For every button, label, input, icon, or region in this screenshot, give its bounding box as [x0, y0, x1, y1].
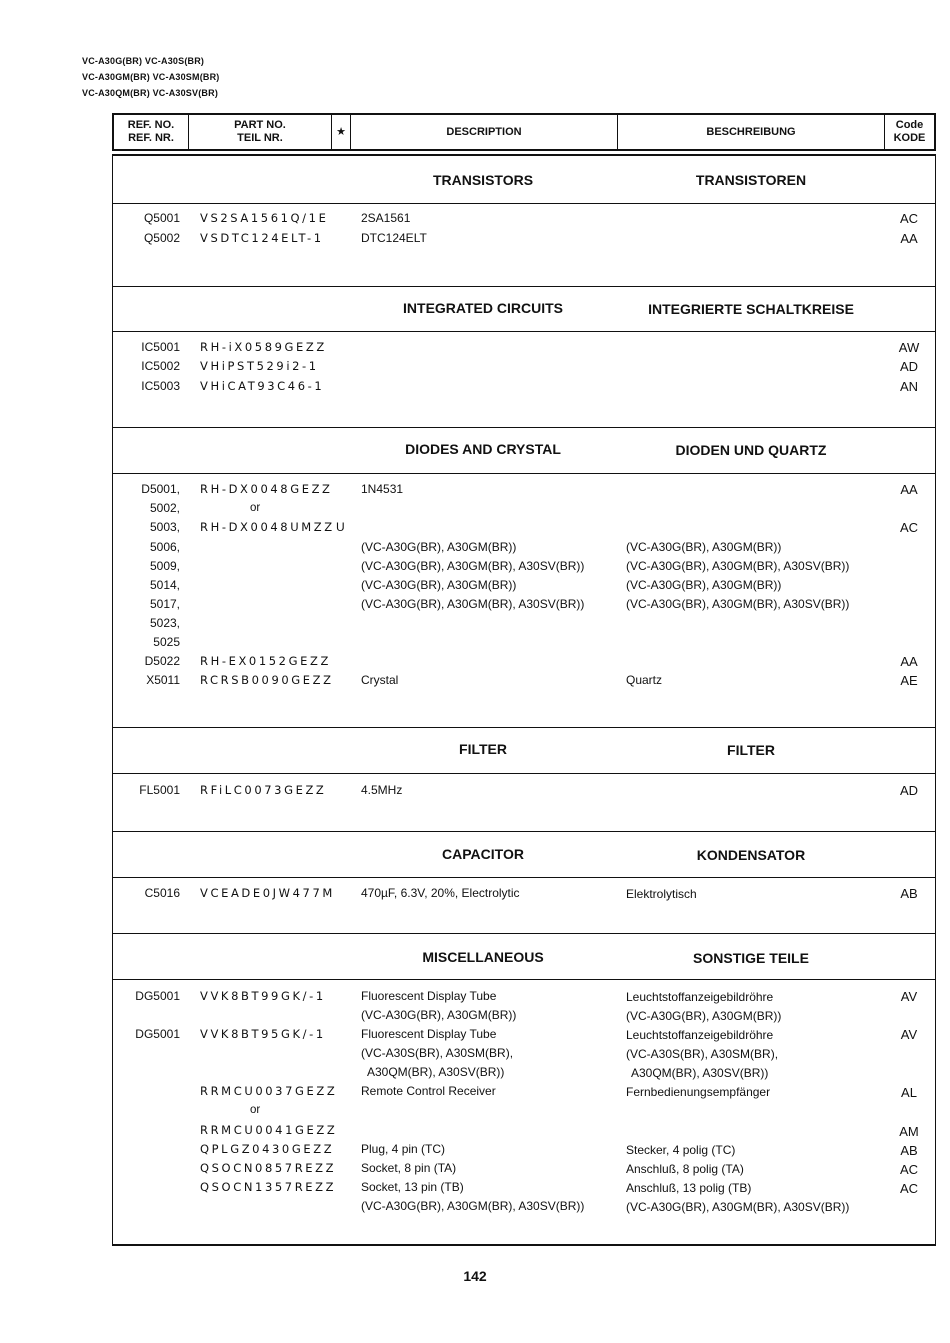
- ref-no: X5011: [146, 673, 180, 687]
- ref-no: DG5001: [135, 989, 180, 1003]
- beschreibung: Anschluß, 13 polig (TB): [626, 1181, 752, 1195]
- price-code: AD: [899, 783, 919, 798]
- part-no: RH-DX0048UMZZ: [200, 520, 335, 534]
- ref-no: 5017,: [149, 597, 180, 611]
- page-number: 142: [463, 1268, 487, 1284]
- divider: [112, 773, 936, 774]
- header-description: DESCRIPTION: [446, 125, 522, 138]
- ref-no: Q5001: [143, 211, 180, 225]
- divider: [112, 831, 936, 832]
- section-title-filter-de: FILTER: [727, 742, 775, 758]
- section-title-transistors: TRANSISTORS: [432, 172, 534, 188]
- description: DTC124ELT: [361, 231, 427, 245]
- section-title-diodes: DIODES AND CRYSTAL: [405, 441, 561, 457]
- beschreibung: (VC-A30G(BR), A30GM(BR), A30SV(BR)): [626, 559, 850, 573]
- section-title-kondensator: KONDENSATOR: [696, 847, 806, 863]
- price-code: AM: [899, 1124, 919, 1139]
- model-line: VC-A30QM(BR) VC-A30SV(BR): [82, 88, 219, 98]
- price-code: AA: [900, 654, 918, 669]
- model-line: VC-A30G(BR) VC-A30S(BR): [82, 56, 205, 66]
- part-no: VHiCAT93C46-1: [200, 379, 325, 393]
- price-code: AC: [899, 520, 919, 535]
- description: 4.5MHz: [361, 783, 403, 797]
- price-code: AN: [899, 379, 919, 394]
- part-no: RRMCU0037GEZZ: [200, 1084, 338, 1098]
- part-no: VHiPST529i2-1: [200, 359, 319, 373]
- ref-no: FL5001: [139, 783, 180, 797]
- part-no: RH-EX0152GEZZ: [200, 654, 331, 668]
- ref-no: D5022: [144, 654, 180, 668]
- description: Remote Control Receiver: [361, 1084, 496, 1098]
- part-no: QSOCN1357REZZ: [200, 1180, 337, 1194]
- header-code: Code KODE: [893, 119, 926, 144]
- beschreibung: (VC-A30G(BR), A30GM(BR)): [626, 578, 782, 592]
- description: (VC-A30G(BR), A30GM(BR), A30SV(BR)): [361, 597, 585, 611]
- ref-no: 5009,: [149, 559, 180, 573]
- beschreibung: Elektrolytisch: [626, 887, 697, 901]
- section-title-transistoren: TRANSISTOREN: [695, 172, 807, 188]
- section-title-integrated-circuits: INTEGRATED CIRCUITS: [403, 300, 563, 316]
- ref-no: C5016: [144, 886, 180, 900]
- header-star: ★: [336, 125, 346, 138]
- part-no: VCEADE0JW477M: [200, 886, 335, 900]
- section-title-miscellaneous: MISCELLANEOUS: [422, 949, 544, 965]
- price-code: AC: [899, 211, 919, 226]
- divider: [112, 877, 936, 878]
- price-code: AV: [900, 1027, 918, 1042]
- section-title-capacitor: CAPACITOR: [442, 846, 524, 862]
- price-code: AB: [900, 886, 918, 901]
- description: 2SA1561: [361, 211, 411, 225]
- star-mark: U: [336, 520, 345, 534]
- beschreibung: (VC-A30G(BR), A30GM(BR), A30SV(BR)): [626, 597, 850, 611]
- ref-no: 5023,: [149, 616, 180, 630]
- ref-no: IC5002: [141, 359, 180, 373]
- price-code: AW: [898, 340, 920, 355]
- divider: [112, 727, 936, 728]
- description: (VC-A30G(BR), A30GM(BR)): [361, 1008, 517, 1022]
- description: (VC-A30G(BR), A30GM(BR)): [361, 540, 517, 554]
- beschreibung: Quartz: [626, 673, 663, 687]
- part-no: VVK8BT99GK/-1: [200, 989, 326, 1003]
- header-ref: REF. NO. REF. NR.: [127, 119, 175, 144]
- description: Fluorescent Display Tube: [361, 989, 497, 1003]
- beschreibung: Leuchtstoffanzeigebildröhre: [626, 1028, 774, 1042]
- price-code: AV: [900, 989, 918, 1004]
- divider: [112, 427, 936, 428]
- beschreibung: (VC-A30G(BR), A30GM(BR), A30SV(BR)): [626, 1200, 850, 1214]
- ref-no: Q5002: [143, 231, 180, 245]
- price-code: AA: [900, 482, 918, 497]
- ref-no: IC5003: [141, 379, 180, 393]
- divider: [112, 933, 936, 934]
- ref-no: DG5001: [135, 1027, 180, 1041]
- beschreibung: Leuchtstoffanzeigebildröhre: [626, 990, 774, 1004]
- section-title-dioden: DIODEN UND QUARTZ: [675, 442, 827, 458]
- part-no-alternative: or: [250, 1104, 261, 1116]
- part-no: QSOCN0857REZZ: [200, 1161, 337, 1175]
- part-no: RH-DX0048GEZZ: [200, 482, 333, 496]
- beschreibung: (VC-A30G(BR), A30GM(BR)): [626, 1009, 782, 1023]
- part-no: RRMCU0041GEZZ: [200, 1123, 338, 1137]
- beschreibung: (VC-A30G(BR), A30GM(BR)): [626, 540, 782, 554]
- description: (VC-A30G(BR), A30GM(BR), A30SV(BR)): [361, 559, 585, 573]
- description: Socket, 8 pin (TA): [361, 1161, 457, 1175]
- beschreibung: (VC-A30S(BR), A30SM(BR),: [626, 1047, 779, 1061]
- divider: [112, 473, 936, 474]
- table-header: [112, 113, 936, 151]
- description: Socket, 13 pin (TB): [361, 1180, 464, 1194]
- description: 1N4531: [361, 482, 404, 496]
- description: Crystal: [361, 673, 399, 687]
- part-no: VVK8BT95GK/-1: [200, 1027, 326, 1041]
- part-no: VS2SA1561Q/1E: [200, 211, 329, 225]
- part-no: RCRSB0090GEZZ: [200, 673, 334, 687]
- divider: [112, 979, 936, 980]
- description: (VC-A30S(BR), A30SM(BR),: [361, 1046, 514, 1060]
- ref-no: 5014,: [149, 578, 180, 592]
- description: 470µF, 6.3V, 20%, Electrolytic: [361, 886, 520, 900]
- ref-no: D5001,: [141, 482, 180, 496]
- ref-no: 5003,: [149, 520, 180, 534]
- ref-no: 5002,: [149, 501, 180, 515]
- part-no: QPLGZ0430GEZZ: [200, 1142, 335, 1156]
- beschreibung: A30QM(BR), A30SV(BR)): [631, 1066, 769, 1080]
- divider: [112, 154, 936, 156]
- description: A30QM(BR), A30SV(BR)): [367, 1065, 505, 1079]
- ref-no: 5025: [153, 635, 180, 649]
- price-code: AL: [901, 1085, 917, 1100]
- header-part: PART NO. TEIL NR.: [234, 119, 286, 144]
- price-code: AC: [899, 1162, 919, 1177]
- price-code: AB: [900, 1143, 918, 1158]
- description: (VC-A30G(BR), A30GM(BR), A30SV(BR)): [361, 1199, 585, 1213]
- section-title-sonstige-teile: SONSTIGE TEILE: [693, 950, 809, 966]
- section-title-integrierte-schaltkreise: INTEGRIERTE SCHALTKREISE: [648, 301, 854, 317]
- price-code: AA: [900, 231, 918, 246]
- beschreibung: Fernbedienungsempfänger: [626, 1085, 771, 1099]
- ref-no: 5006,: [149, 540, 180, 554]
- parts-table: [112, 154, 936, 1246]
- divider: [112, 286, 936, 287]
- ref-no: IC5001: [141, 340, 180, 354]
- header-beschreibung: BESCHREIBUNG: [706, 125, 796, 138]
- section-title-filter: FILTER: [459, 741, 507, 757]
- model-line: VC-A30GM(BR) VC-A30SM(BR): [82, 72, 220, 82]
- divider: [112, 203, 936, 204]
- description: Plug, 4 pin (TC): [361, 1142, 446, 1156]
- model-list: [82, 53, 220, 101]
- price-code: AD: [899, 359, 919, 374]
- description: Fluorescent Display Tube: [361, 1027, 497, 1041]
- price-code: AC: [899, 1181, 919, 1196]
- description: (VC-A30G(BR), A30GM(BR)): [361, 578, 517, 592]
- beschreibung: Stecker, 4 polig (TC): [626, 1143, 736, 1157]
- beschreibung: Anschluß, 8 polig (TA): [626, 1162, 744, 1176]
- part-no: RH-iX0589GEZZ: [200, 340, 327, 354]
- price-code: AE: [900, 673, 918, 688]
- divider: [112, 331, 936, 332]
- part-no: VSDTC124ELT-1: [200, 231, 324, 245]
- part-no: RFiLC0073GEZZ: [200, 783, 327, 797]
- part-no-alternative: or: [250, 502, 261, 514]
